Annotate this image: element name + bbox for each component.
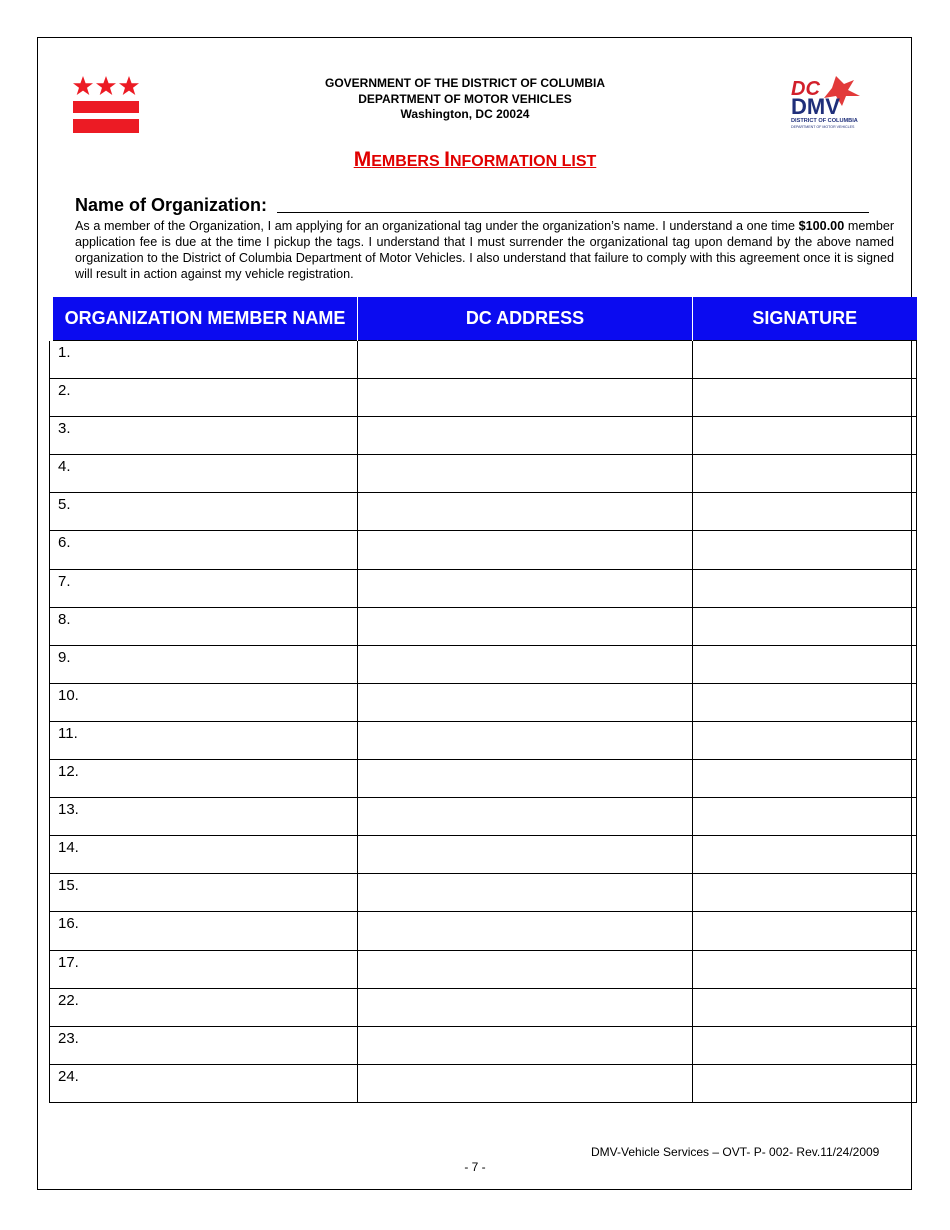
table-row xyxy=(50,455,917,493)
dc-address-cell[interactable] xyxy=(358,683,693,721)
table-row xyxy=(50,683,917,721)
member-name-cell[interactable]: 2. xyxy=(50,379,358,417)
member-name-cell[interactable]: 24. xyxy=(50,1064,358,1102)
dc-address-cell[interactable] xyxy=(358,645,693,683)
dc-address-cell[interactable] xyxy=(358,874,693,912)
table-row xyxy=(50,836,917,874)
header-government: GOVERNMENT OF THE DISTRICT OF COLUMBIA xyxy=(325,76,605,90)
header-department: DEPARTMENT OF MOTOR VEHICLES xyxy=(358,91,572,106)
table-row xyxy=(50,341,917,379)
signature-cell[interactable] xyxy=(693,493,917,531)
column-header-dc-address: DC ADDRESS xyxy=(358,297,693,341)
dc-address-cell[interactable] xyxy=(358,455,693,493)
signature-cell[interactable] xyxy=(693,874,917,912)
table-row xyxy=(50,379,917,417)
dc-address-cell[interactable] xyxy=(358,379,693,417)
dc-address-cell[interactable] xyxy=(358,417,693,455)
member-name-cell[interactable]: 17. xyxy=(50,950,358,988)
dc-address-cell[interactable] xyxy=(358,798,693,836)
table-row xyxy=(50,912,917,950)
signature-cell[interactable] xyxy=(693,798,917,836)
table-row xyxy=(50,1026,917,1064)
column-header-signature: SIGNATURE xyxy=(693,297,917,341)
dc-address-cell[interactable] xyxy=(358,760,693,798)
signature-cell[interactable] xyxy=(693,1064,917,1102)
table-row xyxy=(50,988,917,1026)
signature-cell[interactable] xyxy=(693,683,917,721)
dc-address-cell[interactable] xyxy=(358,950,693,988)
table-header-row xyxy=(50,297,917,341)
table-row xyxy=(50,569,917,607)
table-row xyxy=(50,417,917,455)
column-header-member-name: ORGANIZATION MEMBER NAME xyxy=(50,297,358,341)
dc-address-cell[interactable] xyxy=(358,493,693,531)
dc-flag-icon xyxy=(72,76,140,134)
signature-cell[interactable] xyxy=(693,721,917,759)
member-name-cell[interactable]: 5. xyxy=(50,493,358,531)
table-row xyxy=(50,531,917,569)
dc-address-cell[interactable] xyxy=(358,531,693,569)
logo-district-text: DISTRICT OF COLUMBIA xyxy=(791,118,858,124)
member-name-cell[interactable]: 11. xyxy=(50,721,358,759)
signature-cell[interactable] xyxy=(693,417,917,455)
table-row xyxy=(50,607,917,645)
fee-amount: $100.00 xyxy=(798,219,845,233)
agreement-text: As a member of the Organization, I am applying for an organizational tag under the organization’s name. I understand a one time $100.00 member application fee is due at the time I pickup the tags. I understand that I must surrender the organizational tag upon demand by the above named organization to the District of Columbia Department of Motor Vehicles. I also understand that failure to comply with this agreement once it is signed will result in action against my vehicle registration. xyxy=(75,219,895,281)
table-row xyxy=(50,645,917,683)
member-name-cell[interactable]: 9. xyxy=(50,645,358,683)
signature-cell[interactable] xyxy=(693,569,917,607)
signature-cell[interactable] xyxy=(693,760,917,798)
header-address: Washington, DC 20024 xyxy=(400,107,530,121)
table-row xyxy=(50,950,917,988)
agency-header xyxy=(260,76,670,123)
member-name-cell[interactable]: 7. xyxy=(50,569,358,607)
signature-cell[interactable] xyxy=(693,531,917,569)
signature-cell[interactable] xyxy=(693,379,917,417)
dc-address-cell[interactable] xyxy=(358,341,693,379)
dc-dmv-logo xyxy=(788,74,870,130)
table-row xyxy=(50,1064,917,1102)
signature-cell[interactable] xyxy=(693,341,917,379)
signature-cell[interactable] xyxy=(693,836,917,874)
member-name-cell[interactable]: 13. xyxy=(50,798,358,836)
member-name-cell[interactable]: 23. xyxy=(50,1026,358,1064)
page-number: - 7 - xyxy=(464,1160,486,1174)
member-name-cell[interactable]: 8. xyxy=(50,607,358,645)
table-row xyxy=(50,798,917,836)
member-name-cell[interactable]: 6. xyxy=(50,531,358,569)
member-name-cell[interactable]: 16. xyxy=(50,912,358,950)
logo-dmv-text: DMV xyxy=(791,94,840,119)
form-title: MEMBERS INFORMATION LIST xyxy=(353,148,597,171)
signature-cell[interactable] xyxy=(693,607,917,645)
signature-cell[interactable] xyxy=(693,1026,917,1064)
member-name-cell[interactable]: 1. xyxy=(50,341,358,379)
member-name-cell[interactable]: 3. xyxy=(50,417,358,455)
signature-cell[interactable] xyxy=(693,455,917,493)
members-table xyxy=(46,297,917,1103)
dc-address-cell[interactable] xyxy=(358,607,693,645)
organization-name-field[interactable] xyxy=(277,212,869,213)
signature-cell[interactable] xyxy=(693,912,917,950)
dc-address-cell[interactable] xyxy=(358,988,693,1026)
member-name-cell[interactable]: 4. xyxy=(50,455,358,493)
signature-cell[interactable] xyxy=(693,988,917,1026)
member-name-cell[interactable]: 14. xyxy=(50,836,358,874)
member-name-cell[interactable]: 12. xyxy=(50,760,358,798)
table-row xyxy=(50,721,917,759)
signature-cell[interactable] xyxy=(693,645,917,683)
member-name-cell[interactable]: 22. xyxy=(50,988,358,1026)
member-name-cell[interactable]: 10. xyxy=(50,683,358,721)
dc-address-cell[interactable] xyxy=(358,1064,693,1102)
dc-address-cell[interactable] xyxy=(358,836,693,874)
table-row xyxy=(50,760,917,798)
logo-dc-text: DC xyxy=(791,78,820,100)
dc-address-cell[interactable] xyxy=(358,569,693,607)
table-row xyxy=(50,493,917,531)
form-code: DMV-Vehicle Services – OVT- P- 002- Rev.11/24/2009 xyxy=(591,1145,880,1159)
dc-address-cell[interactable] xyxy=(358,1026,693,1064)
dc-address-cell[interactable] xyxy=(358,721,693,759)
logo-department-text: DEPARTMENT OF MOTOR VEHICLES xyxy=(791,125,855,129)
member-name-cell[interactable]: 15. xyxy=(50,874,358,912)
signature-cell[interactable] xyxy=(693,950,917,988)
organization-name-label: Name of Organization: xyxy=(75,195,268,215)
dc-address-cell[interactable] xyxy=(358,912,693,950)
table-row xyxy=(50,874,917,912)
